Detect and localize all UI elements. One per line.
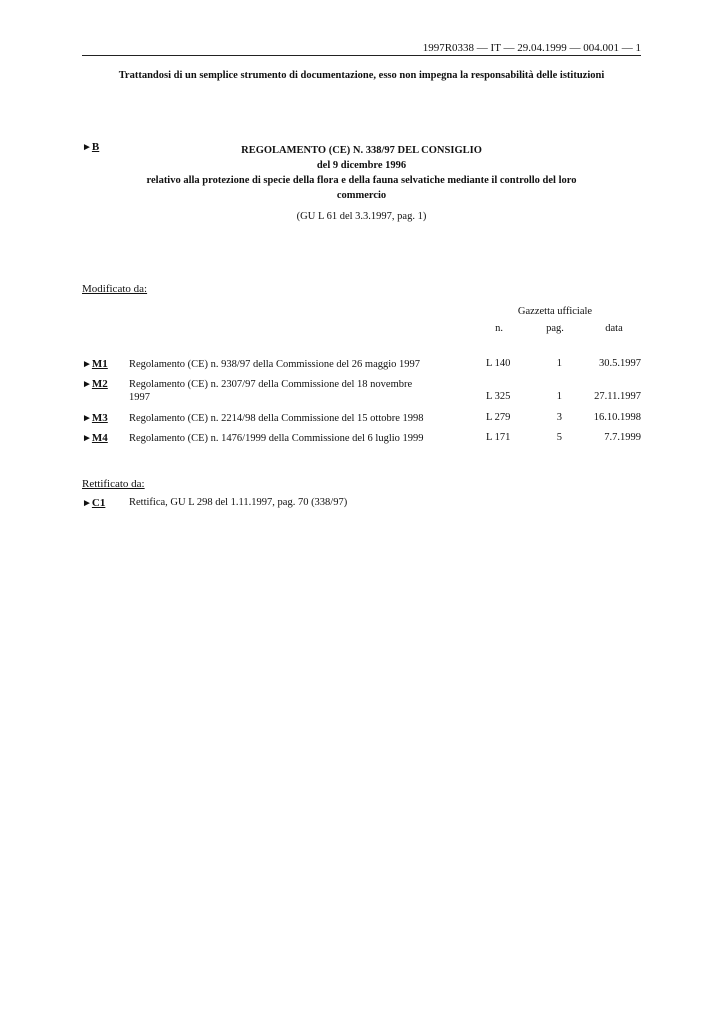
amendment-page: 1 xyxy=(556,391,562,402)
arrow-right-icon: ► xyxy=(82,142,92,153)
amendment-row xyxy=(82,358,641,372)
amendment-row xyxy=(82,412,641,426)
amendment-oj-number: L 279 xyxy=(486,412,511,423)
column-header-n: n. xyxy=(495,323,503,334)
base-act-code[interactable]: B xyxy=(91,141,100,153)
regulation-source: (GU L 61 del 3.3.1997, pag. 1) xyxy=(296,211,427,222)
arrow-right-icon: ► xyxy=(82,413,92,424)
amendment-page: 1 xyxy=(556,358,562,369)
amendment-marker[interactable]: ►M4 xyxy=(82,432,108,444)
arrow-right-icon: ► xyxy=(82,379,92,390)
amended-by-label: Modificato da: xyxy=(82,283,148,295)
corrected-by-label: Rettificato da: xyxy=(82,478,145,490)
amendment-row xyxy=(82,378,641,406)
correction-code[interactable]: C1 xyxy=(91,497,106,509)
document-reference: 1997R0338 — IT — 29.04.1999 — 004.001 — 1 xyxy=(422,42,641,54)
arrow-right-icon: ► xyxy=(82,359,92,370)
amendment-marker[interactable]: ►M1 xyxy=(82,358,108,370)
amendment-description: Regolamento (CE) n. 2307/97 della Commissione del 18 novembre 1997 xyxy=(129,379,413,403)
amendment-page: 3 xyxy=(556,412,562,423)
amendment-description: Regolamento (CE) n. 2214/98 della Commissione del 15 ottobre 1998 xyxy=(129,413,424,424)
amendment-row xyxy=(82,432,641,446)
amendment-date: 16.10.1998 xyxy=(593,412,641,423)
regulation-subject-line1: relativo alla protezione di specie della flora e della fauna selvatiche mediante il controllo del loro xyxy=(146,175,577,186)
amendment-marker[interactable]: ►M3 xyxy=(82,412,108,424)
amendment-marker[interactable]: ►M2 xyxy=(82,378,108,390)
arrow-right-icon: ► xyxy=(82,498,92,509)
correction-marker[interactable] xyxy=(82,497,105,509)
amendment-oj-number: L 140 xyxy=(486,358,511,369)
arrow-right-icon: ► xyxy=(82,433,92,444)
header-rule xyxy=(82,55,641,56)
gazette-column-group: Gazzetta ufficiale xyxy=(517,306,593,317)
amendment-date: 30.5.1997 xyxy=(599,358,641,369)
disclaimer: Trattandosi di un semplice strumento di documentazione, esso non impegna la responsabilità delle istituzioni xyxy=(118,70,605,81)
correction-description: Rettifica, GU L 298 del 1.11.1997, pag. 70 (338/97) xyxy=(129,497,348,508)
column-header-date: data xyxy=(605,323,623,334)
amendment-description: Regolamento (CE) n. 1476/1999 della Commissione del 6 luglio 1999 xyxy=(129,433,424,444)
regulation-subject-line2: commercio xyxy=(336,190,387,201)
amendment-date: 7.7.1999 xyxy=(604,432,641,443)
base-act-marker[interactable] xyxy=(82,141,99,153)
column-header-pag: pag. xyxy=(546,323,564,334)
amendment-oj-number: L 171 xyxy=(486,432,511,443)
regulation-title: REGOLAMENTO (CE) N. 338/97 DEL CONSIGLIO xyxy=(241,145,482,156)
amendment-page: 5 xyxy=(556,432,562,443)
amendment-oj-number: L 325 xyxy=(486,391,511,402)
regulation-date: del 9 dicembre 1996 xyxy=(316,160,407,171)
amendment-description: Regolamento (CE) n. 938/97 della Commissione del 26 maggio 1997 xyxy=(129,359,421,370)
amendment-date: 27.11.1997 xyxy=(594,391,641,402)
regulation-heading xyxy=(118,143,605,224)
